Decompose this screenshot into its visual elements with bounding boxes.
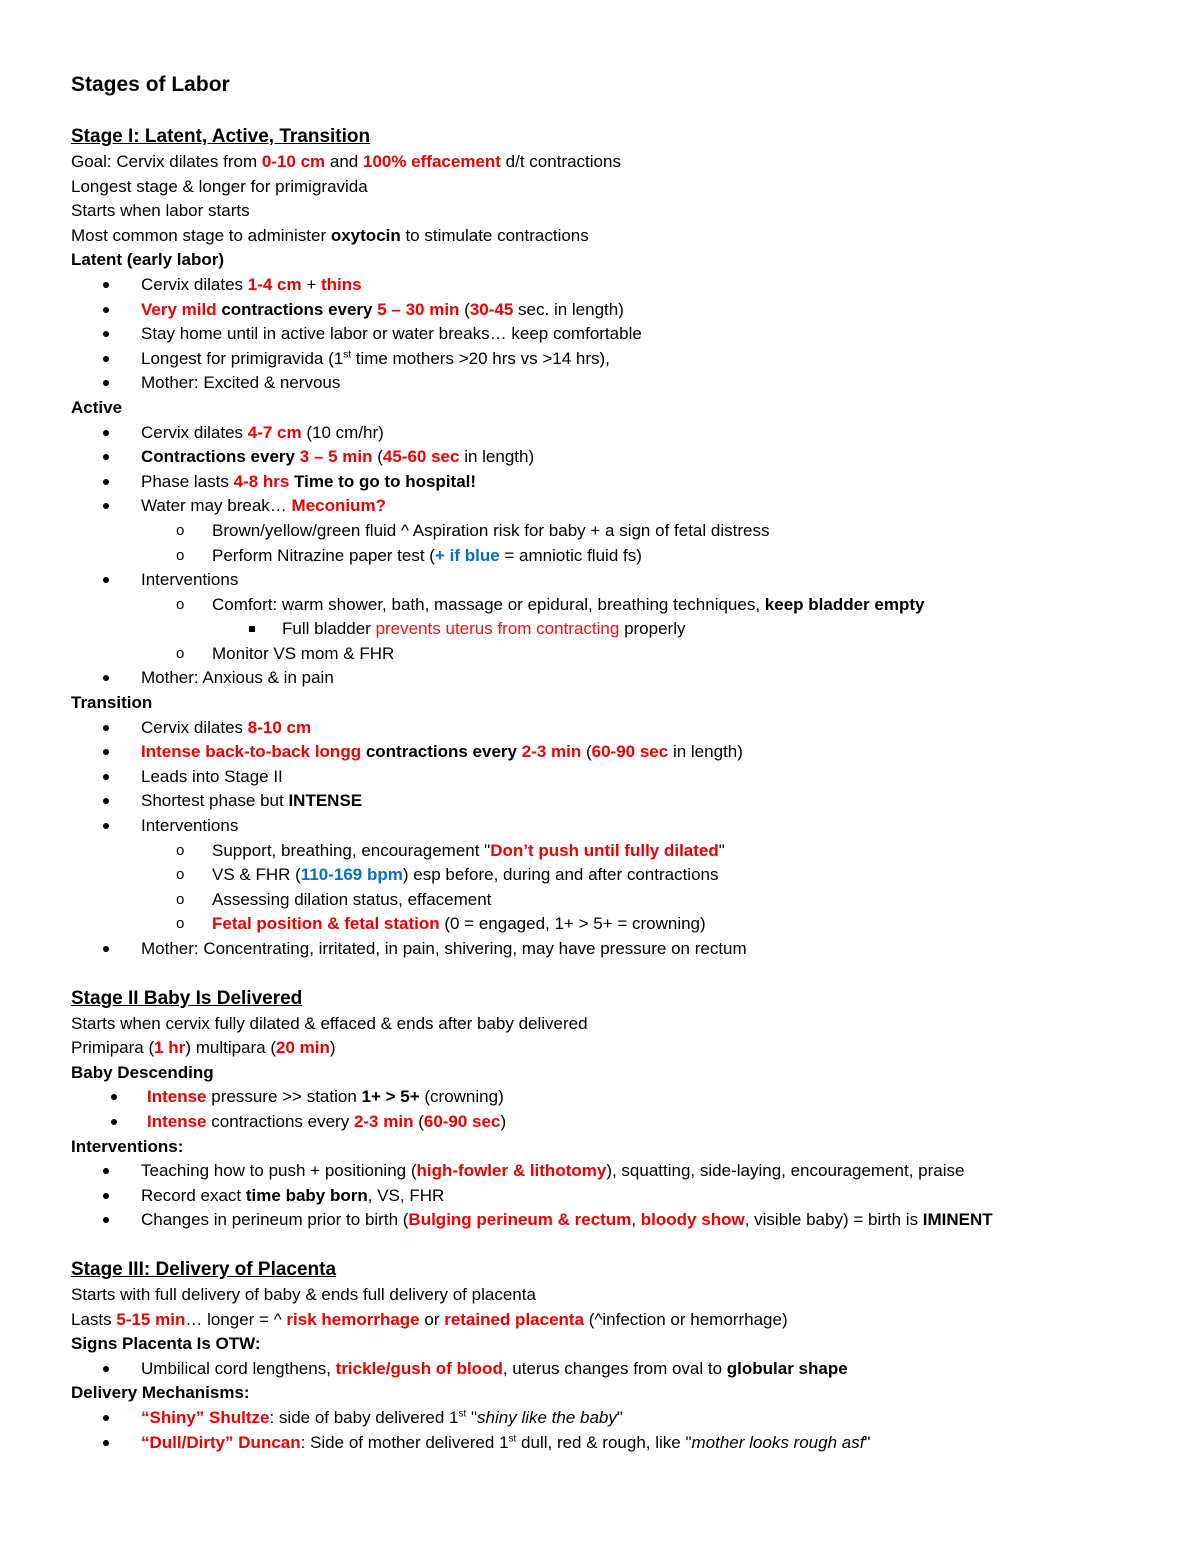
- spacer: [71, 962, 1151, 986]
- list-item: [71, 470, 1151, 495]
- list-item: [71, 445, 1151, 470]
- text-run: ": [616, 1407, 623, 1427]
- text-run: Contractions every: [141, 447, 300, 467]
- list-item: [71, 1110, 1151, 1135]
- text-run: 4-7 cm: [247, 422, 302, 442]
- text-run: 5 – 30 min: [377, 299, 460, 319]
- text-run: Perform Nitrazine paper test (: [212, 545, 435, 565]
- text-run: oxytocin: [330, 225, 401, 245]
- list-item: [71, 1357, 1151, 1382]
- list-item: [71, 1431, 1151, 1456]
- text-run: Cervix dilates: [141, 717, 248, 737]
- stage3-starts: Starts with full delivery of baby & ends full delivery of placenta: [71, 1284, 536, 1304]
- text-run: properly: [619, 619, 686, 639]
- circle-bullet-icon: o: [176, 866, 185, 884]
- text-run: Cervix dilates: [141, 422, 248, 442]
- list-item: [71, 839, 1151, 864]
- text-run: retained placenta: [444, 1309, 585, 1329]
- latent-heading: Latent (early labor): [71, 250, 225, 270]
- interventions-heading: Interventions:: [71, 1136, 184, 1156]
- bullet-icon: [103, 430, 109, 436]
- text-run: mother looks rough asf: [691, 1432, 865, 1452]
- bullet-icon: [103, 479, 109, 485]
- text-run: Meconium?: [291, 496, 386, 516]
- text-run: Intense back-to-back longg: [141, 742, 362, 762]
- bullet-icon: [103, 823, 109, 829]
- text-run: (crowning): [419, 1087, 504, 1107]
- bullet-icon: [103, 1193, 109, 1199]
- stage3-heading: Stage III: Delivery of Placenta: [71, 1258, 337, 1280]
- text-run: to stimulate contractions: [400, 225, 589, 245]
- text-run: (^infection or hemorrhage): [584, 1309, 788, 1329]
- text-run: (: [372, 447, 383, 467]
- bullet-icon: [103, 282, 109, 288]
- circle-bullet-icon: o: [176, 890, 185, 908]
- list-item: [71, 863, 1151, 888]
- bullet-icon: [103, 675, 109, 681]
- text-run: Comfort: warm shower, bath, massage or epidural, breathing techniques,: [212, 594, 765, 614]
- text-run: contractions every: [206, 1111, 354, 1131]
- text-run: Interventions: [141, 570, 239, 590]
- list-item: [71, 298, 1151, 323]
- stage3-lasts: [71, 1308, 1151, 1333]
- signs-placenta-heading: Signs Placenta Is OTW:: [71, 1334, 261, 1354]
- text-run: st: [458, 1408, 467, 1420]
- bullet-icon: [103, 725, 109, 731]
- text-run: in length): [668, 742, 743, 762]
- text-run: thins: [321, 274, 362, 294]
- text-run: Fetal position & fetal station: [212, 914, 440, 934]
- text-run: 2-3 min: [353, 1111, 414, 1131]
- text-run: 1 hr: [154, 1038, 186, 1058]
- text-run: Monitor VS mom & FHR: [212, 643, 395, 663]
- text-run: (0 = engaged, 1+ > 5+ = crowning): [439, 914, 706, 934]
- list-item: [71, 1184, 1151, 1209]
- bullet-icon: [103, 774, 109, 780]
- text-run: Leads into Stage II: [141, 766, 283, 786]
- text-run: Stay home until in active labor or water breaks… keep comfortable: [141, 324, 642, 344]
- text-run: (: [459, 299, 470, 319]
- text-run: Most common stage to administer: [71, 225, 331, 245]
- list-item: [71, 666, 1151, 691]
- text-run: + if blue: [434, 545, 500, 565]
- bullet-icon: [103, 1366, 109, 1372]
- spacer: [71, 100, 1151, 124]
- bullet-icon: [103, 503, 109, 509]
- text-run: Water may break…: [141, 496, 292, 516]
- list-item: [71, 789, 1151, 814]
- text-run: Don’t push until fully dilated: [490, 840, 719, 860]
- text-run: Primipara (: [71, 1038, 155, 1058]
- text-run: = amniotic fluid fs): [499, 545, 642, 565]
- list-item: [71, 568, 1151, 593]
- list-item: [71, 1406, 1151, 1431]
- text-run: ": [466, 1407, 478, 1427]
- text-run: Mother: Excited & nervous: [141, 373, 341, 393]
- bullet-icon: [103, 1415, 109, 1421]
- circle-bullet-icon: o: [176, 841, 185, 859]
- text-run: Support, breathing, encouragement ": [212, 840, 491, 860]
- text-run: 45-60 sec: [382, 447, 460, 467]
- text-run: 1+ > 5+: [361, 1087, 420, 1107]
- text-run: Teaching how to push + positioning (: [141, 1161, 417, 1181]
- bullet-icon: [103, 577, 109, 583]
- text-run: Goal: Cervix dilates from: [71, 152, 262, 171]
- bullet-icon: [103, 798, 109, 804]
- bullet-icon: [103, 331, 109, 337]
- text-run: : side of baby delivered 1: [269, 1407, 459, 1427]
- text-run: st: [508, 1432, 517, 1444]
- circle-bullet-icon: o: [176, 915, 185, 933]
- text-run: 5-15 min: [116, 1309, 186, 1329]
- text-run: INTENSE: [288, 791, 363, 811]
- text-run: Mother: Anxious & in pain: [141, 668, 334, 688]
- text-run: bloody show: [640, 1210, 745, 1230]
- list-item: [71, 888, 1151, 913]
- baby-descending-heading: Baby Descending: [71, 1062, 214, 1082]
- bullet-icon: [103, 307, 109, 313]
- text-run: Changes in perineum prior to birth (: [141, 1210, 409, 1230]
- text-run: (: [581, 742, 592, 762]
- list-item: [71, 912, 1151, 937]
- stage2-heading: Stage II Baby Is Delivered: [71, 987, 303, 1009]
- circle-bullet-icon: o: [176, 546, 185, 564]
- list-item: [71, 322, 1151, 347]
- list-item: [71, 617, 1151, 642]
- text-run: or: [419, 1309, 445, 1329]
- delivery-mechanisms-heading: Delivery Mechanisms:: [71, 1383, 250, 1403]
- text-run: 110-169 bpm: [300, 865, 403, 885]
- text-run: ) esp before, during and after contractions: [402, 865, 719, 885]
- text-run: , uterus changes from oval to: [502, 1358, 727, 1378]
- list-item: [71, 716, 1151, 741]
- text-run: trickle/gush of blood: [335, 1358, 503, 1378]
- text-run: Longest for primigravida (1: [141, 348, 344, 368]
- text-run: Umbilical cord lengthens,: [141, 1358, 336, 1378]
- text-run: ): [500, 1111, 507, 1131]
- text-run: Shortest phase but: [141, 791, 289, 811]
- stage2-starts: Starts when cervix fully dilated & effaced & ends after baby delivered: [71, 1013, 588, 1033]
- text-run: st: [343, 349, 351, 361]
- list-item: [71, 642, 1151, 667]
- text-run: Full bladder: [282, 619, 376, 639]
- bullet-icon: [103, 380, 109, 386]
- text-run: contractions every: [361, 742, 522, 762]
- text-run: Mother: Concentrating, irritated, in pain, shivering, may have pressure on rectum: [141, 939, 747, 958]
- list-item: [71, 347, 1151, 372]
- circle-bullet-icon: o: [176, 644, 185, 662]
- text-run: 60-90 sec: [423, 1111, 501, 1131]
- list-item: [71, 371, 1151, 396]
- bullet-icon: [103, 749, 109, 755]
- text-run: Very mild: [141, 299, 217, 319]
- text-run: time mothers >20 hrs vs >14 hrs),: [351, 348, 610, 368]
- text-run: Bulging perineum & rectum: [408, 1210, 632, 1230]
- stage1-oxytocin: [71, 224, 1151, 249]
- text-run: 1-4 cm: [247, 274, 302, 294]
- text-run: ): [329, 1038, 336, 1058]
- bullet-icon: [103, 356, 109, 362]
- text-run: (: [413, 1111, 424, 1131]
- bullet-icon: [103, 1168, 109, 1174]
- text-run: : Side of mother delivered 1: [300, 1432, 509, 1452]
- text-run: and: [325, 152, 363, 171]
- list-item: [71, 765, 1151, 790]
- text-run: pressure >> station: [206, 1087, 362, 1107]
- text-run: “Shiny” Shultze: [141, 1407, 270, 1427]
- text-run: 3 – 5 min: [299, 447, 373, 467]
- text-run: ) multipara (: [185, 1038, 276, 1058]
- text-run: 30-45: [469, 299, 514, 319]
- text-run: Time to go to hospital!: [289, 471, 477, 491]
- list-item: [71, 1208, 1151, 1233]
- text-run: +: [301, 274, 322, 294]
- circle-bullet-icon: o: [176, 595, 185, 613]
- stage1-heading: Stage I: Latent, Active, Transition: [71, 126, 371, 147]
- text-run: Record exact: [141, 1185, 246, 1205]
- stage1-goal: [71, 150, 1151, 175]
- text-run: risk hemorrhage: [286, 1309, 420, 1329]
- text-run: 8-10 cm: [247, 717, 312, 737]
- text-run: d/t contractions: [500, 152, 621, 171]
- spacer: [71, 1233, 1151, 1257]
- list-item: [71, 273, 1151, 298]
- text-run: Intense: [147, 1087, 207, 1107]
- text-run: ), squatting, side-laying, encouragement, praise: [606, 1161, 965, 1181]
- text-run: 0-10 cm: [261, 152, 326, 171]
- text-run: “Dull/Dirty” Duncan: [141, 1432, 301, 1452]
- text-run: sec. in length): [513, 299, 624, 319]
- text-run: 4-8 hrs: [233, 471, 290, 491]
- text-run: shiny like the baby: [477, 1407, 617, 1427]
- list-item: [71, 740, 1151, 765]
- list-item: [71, 544, 1151, 569]
- list-item: [71, 937, 1151, 962]
- text-run: , visible baby) = birth is: [744, 1210, 923, 1230]
- bullet-icon: [103, 454, 109, 460]
- circle-bullet-icon: o: [176, 521, 185, 539]
- page-title: Stages of Labor: [71, 73, 230, 96]
- list-item: [71, 1085, 1151, 1110]
- text-run: prevents uterus from contracting: [375, 619, 620, 639]
- bullet-icon: [103, 1440, 109, 1446]
- text-run: contractions every: [216, 299, 378, 319]
- text-run: time baby born: [245, 1185, 368, 1205]
- text-run: keep bladder empty: [764, 594, 925, 614]
- text-run: Intense: [147, 1111, 207, 1131]
- list-item: [71, 519, 1151, 544]
- text-run: Lasts: [71, 1309, 117, 1329]
- text-run: 100% effacement: [362, 152, 501, 171]
- text-run: 60-90 sec: [591, 742, 669, 762]
- stage2-primipara: [71, 1036, 1151, 1061]
- text-run: Phase lasts: [141, 471, 234, 491]
- text-run: Brown/yellow/green fluid ^ Aspiration risk for baby + a sign of fetal distress: [212, 520, 770, 540]
- text-run: Cervix dilates: [141, 274, 248, 294]
- text-run: IMINENT: [922, 1210, 993, 1230]
- square-bullet-icon: [249, 626, 255, 632]
- list-item: [71, 814, 1151, 839]
- list-item: [71, 1159, 1151, 1184]
- text-run: ,: [631, 1210, 641, 1230]
- text-run: in length): [459, 447, 535, 467]
- bullet-icon: [111, 1094, 117, 1100]
- text-run: 20 min: [276, 1038, 330, 1058]
- text-run: Interventions: [141, 816, 239, 836]
- text-run: … longer = ^: [185, 1309, 287, 1329]
- stage1-starts: Starts when labor starts: [71, 201, 250, 221]
- list-item: [71, 494, 1151, 519]
- text-run: dull, red & rough, like ": [516, 1432, 692, 1452]
- stage1-longest: Longest stage & longer for primigravida: [71, 176, 368, 196]
- list-item: [71, 421, 1151, 446]
- text-run: high-fowler & lithotomy: [416, 1161, 607, 1181]
- text-run: VS & FHR (: [212, 865, 301, 885]
- list-item: [71, 593, 1151, 618]
- text-run: ": [864, 1432, 871, 1452]
- bullet-icon: [103, 1217, 109, 1223]
- document-page: [71, 70, 1151, 1455]
- text-run: globular shape: [726, 1358, 848, 1378]
- text-run: Assessing dilation status, effacement: [212, 889, 492, 909]
- bullet-icon: [111, 1119, 117, 1125]
- active-heading: Active: [71, 397, 123, 417]
- text-run: 2-3 min: [521, 742, 582, 762]
- text-run: (10 cm/hr): [301, 422, 384, 442]
- bullet-icon: [103, 946, 109, 952]
- transition-heading: Transition: [71, 693, 153, 713]
- text-run: , VS, FHR: [367, 1185, 445, 1205]
- text-run: ": [718, 840, 725, 860]
